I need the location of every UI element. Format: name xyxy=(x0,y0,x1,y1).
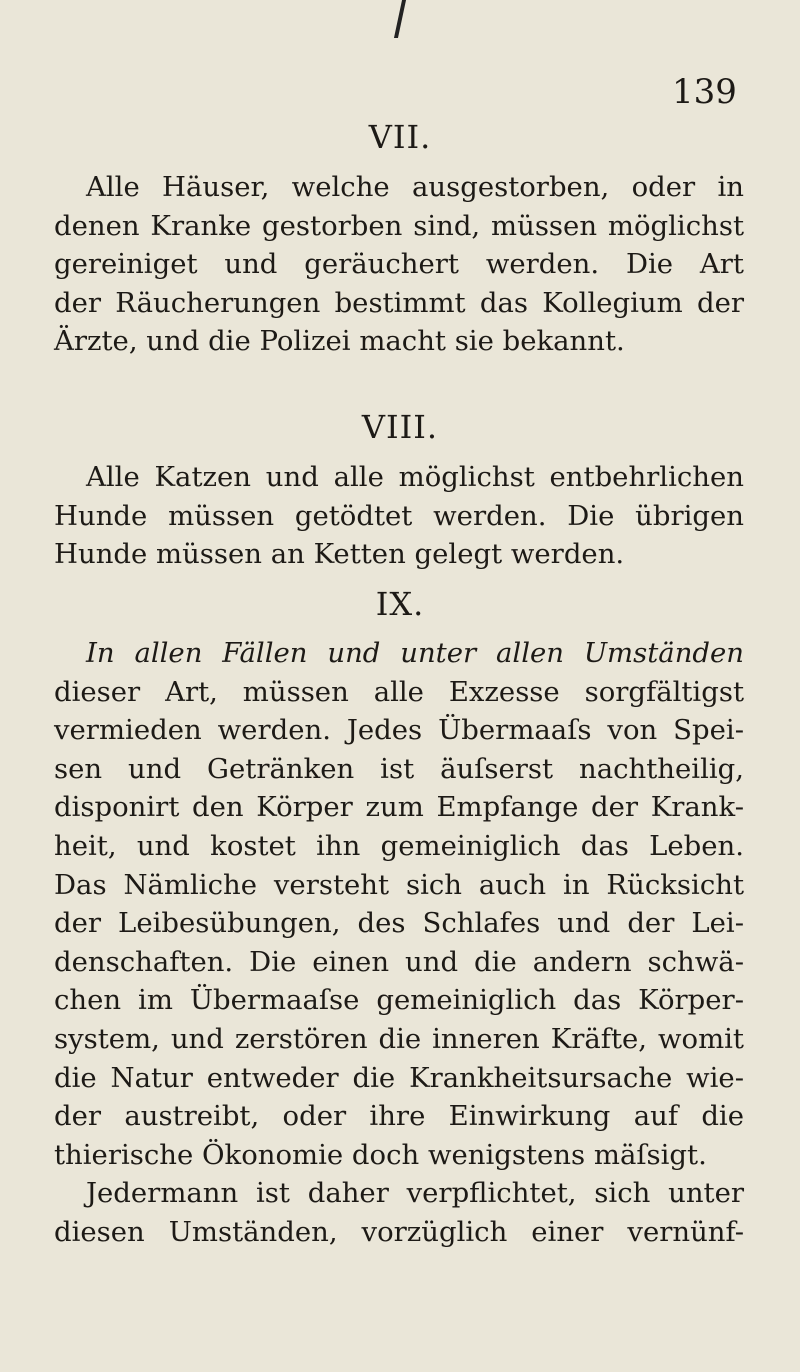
ink-mark xyxy=(394,0,406,38)
text-line: Alle Häuser, welche ausgestorben, oder in xyxy=(86,171,744,203)
section-body-viii xyxy=(54,458,744,574)
text-line: Das Nämliche versteht sich auch in Rücksicht xyxy=(54,868,744,901)
text-line: denen Kranke gestorben sind, müssen möglichst xyxy=(54,209,744,242)
text-line: dieser Art, müssen alle Exzesse sorgfältigst xyxy=(54,675,744,708)
text-line: der Räucherungen bestimmt das Kollegium der xyxy=(54,286,744,319)
text-line: In allen Fällen und unter allen Umständen xyxy=(86,637,744,669)
text-line: vermieden werden. Jedes Übermaaſs von Spei- xyxy=(54,714,744,747)
text-line: diesen Umständen, vorzüglich einer vernünf- xyxy=(54,1215,744,1248)
text-line: Hunde müssen an Ketten gelegt werden. xyxy=(54,538,625,571)
text-line: der Leibesübungen, des Schlafes und der Lei- xyxy=(54,907,744,940)
text-line: denschaften. Die einen und die andern schwä- xyxy=(54,945,744,978)
text-line: Jedermann ist daher verpflichtet, sich unter xyxy=(86,1177,744,1210)
text-line: der austreibt, oder ihre Einwirkung auf die xyxy=(54,1100,744,1133)
page-number: 139 xyxy=(672,72,737,112)
text-line: Alle Katzen und alle möglichst entbehrlichen xyxy=(86,461,744,493)
text-line: chen im Übermaaſse gemeiniglich das Körper- xyxy=(54,984,744,1017)
text-line: Ärzte, und die Polizei macht sie bekannt. xyxy=(54,325,625,358)
text-line: sen und Getränken ist äuſserst nachtheilig, xyxy=(54,752,744,785)
section-heading-vii: VII. xyxy=(368,118,432,156)
text-line: thierische Ökonomie doch wenigstens mäſsigt. xyxy=(54,1138,707,1171)
section-heading-ix: IX. xyxy=(375,585,425,623)
text-line: die Natur entweder die Krankheitsursache wie- xyxy=(54,1061,744,1094)
section-body-ix xyxy=(54,634,744,1252)
text-line: heit, und kostet ihn gemeiniglich das Leben. xyxy=(54,829,744,862)
text-line: system, und zerstören die inneren Kräfte, womit xyxy=(54,1022,744,1055)
text-line: disponirt den Körper zum Empfange der Krank- xyxy=(54,791,744,824)
section-body-vii xyxy=(54,168,744,361)
text-line: Hunde müssen getödtet werden. Die übrigen xyxy=(54,499,744,532)
section-heading-viii: VIII. xyxy=(361,408,439,446)
text-line: gereiniget und geräuchert werden. Die Art xyxy=(54,248,744,281)
